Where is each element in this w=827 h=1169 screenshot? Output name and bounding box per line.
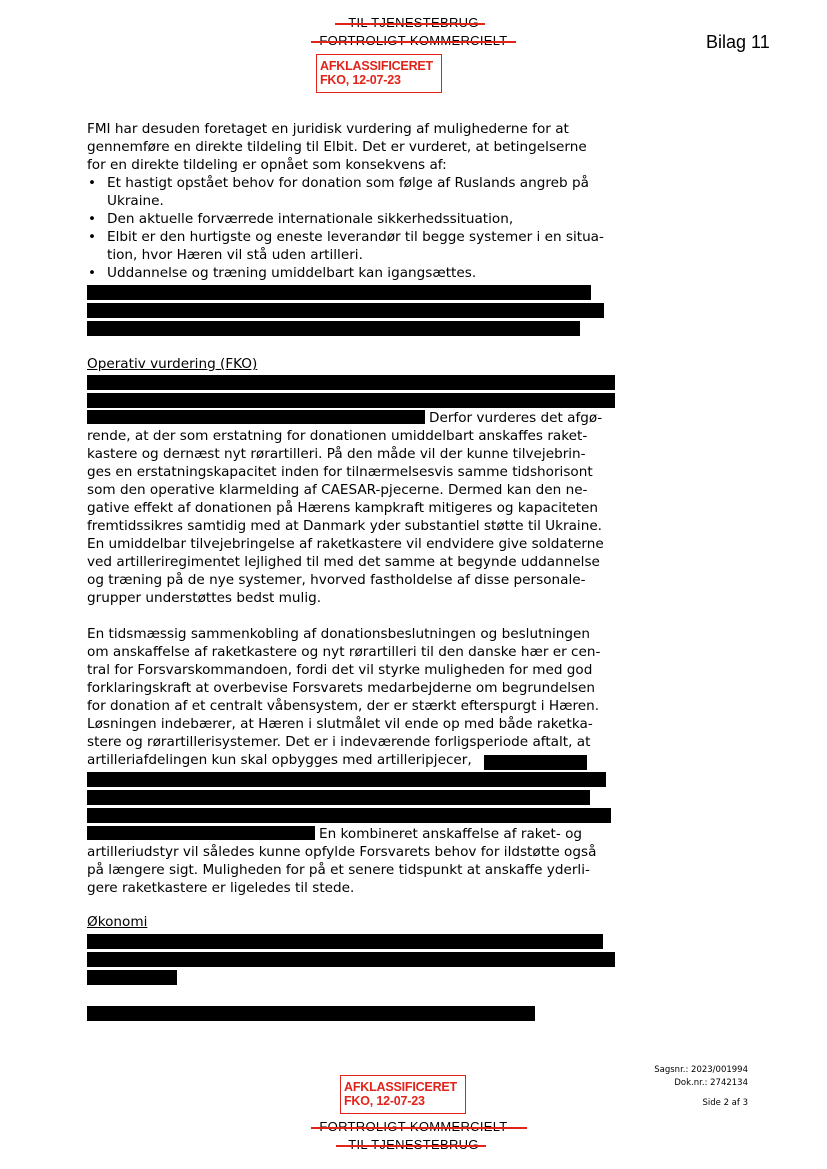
bullet-icon: • [88,229,97,245]
bullet-item: • Uddannelse og træning umiddelbart kan igangsættes. [88,265,477,281]
bullet-list [87,174,627,282]
redaction-bar [87,285,591,300]
redaction-bar [87,375,615,390]
text-line: En kombineret anskaffelse af raket- og [87,825,627,843]
tidsmaessig-paragraph-closing [87,825,627,897]
redaction-bar [87,790,590,805]
inline-redaction [87,826,315,840]
declassified-stamp-bottom [340,1075,466,1114]
redaction-bar [87,303,604,318]
stamp-date: FKO, 12-07-23 [320,73,401,87]
text-line: om anskaffelse af raketkastere og nyt rørartilleri til den danske hær er cen- [87,644,601,660]
text-line: som den operative klarmelding af CAESAR-pjecerne. Dermed kan den ne- [87,482,588,498]
redaction-bar [87,970,177,985]
tidsmaessig-paragraph [87,625,627,769]
page-number: Side 2 af 3 [702,1098,748,1108]
redaction-bar [87,952,615,967]
text-line: forklaringskraft at overbevise Forsvarets medarbejderne om begrundelsen [87,680,596,696]
text-line: En tidsmæssig sammenkobling af donationsbeslutningen og beslutningen [87,626,591,642]
text-line: FMI har desuden foretaget en juridisk vurdering af mulighederne for at [87,121,569,137]
text-line: gere raketkastere er ligeledes til stede. [87,880,355,896]
redaction-bar [87,934,603,949]
bullet-icon: • [88,175,97,191]
redaction-bar [87,808,611,823]
stamp-label: AFKLASSIFICERET [344,1080,457,1094]
text-line: på længere sigt. Muligheden for på et senere tidspunkt at anskaffe yderli- [87,862,590,878]
section-heading-operativ: Operativ vurdering (FKO) [87,356,258,372]
text-line: gative effekt af donationen på Hærens kampkraft mitigeres og kapaciteten [87,500,599,516]
classification-strikethrough [335,23,485,25]
bullet-icon: • [88,211,97,227]
case-number: Sagsnr.: 2023/001994 [654,1065,748,1075]
text-line: Løsningen indebærer, at Hæren i slutmålet vil ende op med både raketka- [87,716,593,732]
text-line: ges en erstatningskapacitet inden for tilnærmelsesvis samme tidshorisont [87,464,593,480]
text-line: fremtidssikres samtidig med at Danmark yder substantiel støtte til Ukraine. [87,518,603,534]
text-line: kastere og dernæst nyt rørartilleri. På den måde vil der kunne tilvejebrin- [87,446,586,462]
bullet-item: • Elbit er den hurtigste og eneste leverandør til begge systemer i en situa- [88,229,604,245]
bilag-label: Bilag 11 [706,32,770,52]
redaction-bar [484,755,587,770]
text-line: artilleriudstyr vil således kunne opfylde Forsvarets behov for ildstøtte også [87,844,597,860]
text-line: rende, at der som erstatning for donationen umiddelbart anskaffes raket- [87,428,588,444]
text-line: Derfor vurderes det afgø- [87,409,627,427]
text-line: gennemføre en direkte tildeling til Elbit. Det er vurderet, at betingelserne [87,139,587,155]
redaction-bar [87,393,615,408]
text-line: tral for Forsvarskommandoen, fordi det vil styrke muligheden for med god [87,662,593,678]
text-line: ved artilleriregimentet lejlighed til med det samme at begynde uddannelse [87,554,600,570]
footer-meta [654,1064,748,1110]
classification-strikethrough [311,41,516,43]
document-number: Dok.nr.: 2742134 [674,1078,748,1088]
text-line: En umiddelbar tilvejebringelse af raketkastere vil endvidere give soldaterne [87,536,604,552]
bullet-item: • Den aktuelle forværrede internationale sikkerhedssituation, [88,211,514,227]
operativ-paragraph [87,409,627,607]
classification-strikethrough [311,1127,527,1129]
text-line: grupper understøttes bedst mulig. [87,590,322,606]
redaction-bar [87,772,606,787]
classification-strikethrough [336,1145,486,1147]
bullet-item: • Et hastigt opstået behov for donation som følge af Ruslands angreb på [88,175,589,191]
section-heading-okonomi: Økonomi [87,914,148,930]
intro-paragraph [87,120,627,282]
redaction-bar [87,321,580,336]
bullet-item-continuation: Ukraine. [107,193,164,209]
text-line: for donation af et centralt våbensystem, der er stærkt efterspurgt i Hæren. [87,698,600,714]
redaction-bar [87,1006,535,1021]
stamp-label: AFKLASSIFICERET [320,59,433,73]
bullet-icon: • [88,265,97,281]
text-line: for en direkte tildeling er opnået som konsekvens af: [87,157,447,173]
inline-redaction [87,410,425,424]
declassified-stamp-top [316,54,442,93]
text-line: artilleriafdelingen kun skal opbygges med artilleripjecer, [87,752,472,768]
stamp-date: FKO, 12-07-23 [344,1094,425,1108]
text-line: og træning på de nye systemer, hvorved fastholdelse af disse personale- [87,572,586,588]
text-line: stere og rørartillerisystemer. Det er i indeværende forligsperiode aftalt, at [87,734,591,750]
bullet-item-continuation: tion, hvor Hæren vil stå uden artilleri. [107,247,363,263]
